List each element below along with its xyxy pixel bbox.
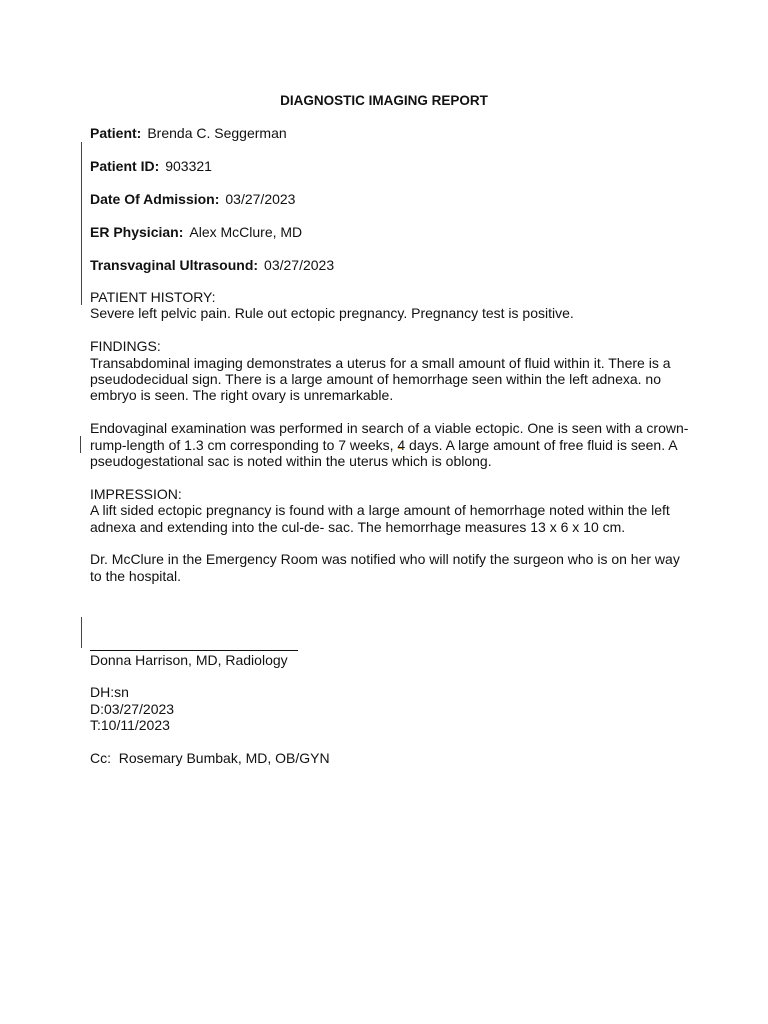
patient-label: Patient: [90, 125, 142, 141]
impression-paragraph-2: Dr. McClure in the Emergency Room was notified who will notify the surgeon who is on her way to the hospital. [90, 551, 680, 584]
patient-history-text: Severe left pelvic pain. Rule out ectopic pregnancy. Pregnancy test is positive. [90, 305, 574, 322]
impression-paragraph-1: A lift sided ectopic pregnancy is found with a large amount of hemorrhage noted within the left adnexa and extending into the cul-de- sac. The hemorrhage measures 13 x 6 x 10 cm. [90, 502, 670, 535]
signature-name: Donna Harrison, MD, Radiology [90, 651, 288, 668]
findings-section-2 [90, 420, 690, 469]
dictated-date: D:03/27/2023 [90, 700, 175, 717]
impression-heading: IMPRESSION: [90, 485, 182, 502]
report-footer [90, 652, 690, 767]
findings-heading: FINDINGS: [90, 338, 161, 355]
change-bar-findings [80, 436, 81, 453]
report-body [90, 125, 690, 766]
patient-field [90, 125, 690, 141]
transcription-initials: DH:sn [90, 684, 129, 701]
cc-line: Cc: Rosemary Bumbak, MD, OB/GYN [90, 750, 330, 767]
admission-date-field [90, 191, 690, 207]
patient-history-section [90, 289, 690, 322]
ultrasound-label: Transvaginal Ultrasound: [90, 257, 259, 273]
patient-id-field [90, 158, 690, 174]
signature-line [90, 650, 298, 651]
patient-id-value: 903321 [165, 158, 212, 174]
admission-date-value: 03/27/2023 [225, 191, 296, 207]
er-physician-label: ER Physician: [90, 224, 184, 240]
transcribed-date: T:10/11/2023 [90, 717, 170, 734]
admission-date-label: Date Of Admission: [90, 191, 220, 207]
signature-spacer [90, 601, 690, 650]
impression-section-2 [90, 551, 690, 584]
patient-id-label: Patient ID: [90, 158, 160, 174]
er-physician-field [90, 224, 690, 240]
change-bar-signature [81, 617, 82, 648]
findings-section [90, 338, 690, 404]
report-title: DIAGNOSTIC IMAGING REPORT [280, 93, 488, 108]
footer-spacer [90, 668, 690, 684]
impression-section [90, 486, 690, 535]
ultrasound-field [90, 257, 690, 273]
er-physician-value: Alex McClure, MD [189, 224, 303, 240]
change-bar-header [81, 142, 82, 305]
ultrasound-value: 03/27/2023 [264, 257, 335, 273]
patient-value: Brenda C. Seggerman [147, 125, 287, 141]
findings-paragraph-2: Endovaginal examination was performed in search of a viable ectopic. One is seen with a crown-rump-length of 1.3 cm corresponding to 7 weeks, 4 days. A large amount of free fluid is seen. A pseudogestational sac is noted within the uterus which is oblong. [90, 420, 689, 470]
patient-history-heading: PATIENT HISTORY: [90, 289, 216, 305]
footer-spacer-2 [90, 734, 690, 750]
findings-paragraph-1: Transabdominal imaging demonstrates a uterus for a small amount of fluid within it. There is a pseudodecidual sign. There is a large amount of hemorrhage seen within the left adnexa. no embryo is seen. The right ovary is unremarkable. [90, 354, 671, 404]
